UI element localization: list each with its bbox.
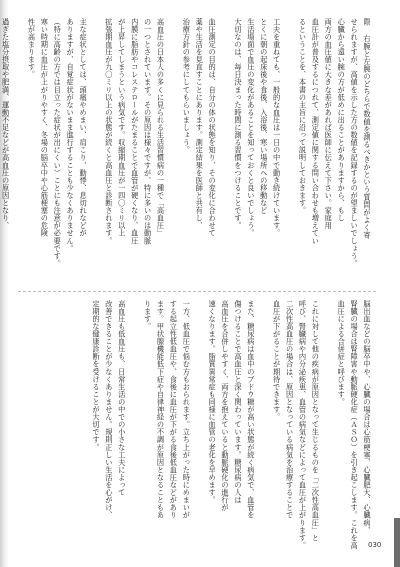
- upper-text-block: 際 右腕と左腕のどちらで数値を測るべきかという質問がよく寄 せられますが、高値を示した方の数値を記録するのが望ましいでしょう。 心臓から遠い腕の方が低めに出ることがありますから、もし 両方の血圧値に大きな差があれば医師に伝えて下さい。家庭用 血圧計が普及するにつれて、測定値に関する問い合わせも増えてい るということを、本書の主旨に沿って説明しておきます。 工夫を重ねても、一般的な血圧は一日の中で動き続けています。 とくに朝の起床後や食後、入浴後、寒い場所への移動など 生活場面で血圧の変化があることを知っておくと良いでしょう。 大切なのは、毎日決まった時間に測る習慣をつけることです。 血圧測定の目的は、自分の体の状態を知り、その変化に合わせて 薬や生活を見直すことにあります。測定結果を医師と共有し、 治療方針の参考にしてもらいましょう。 高血圧の日本人の多くに見られる生活習慣病の一種で「高血圧」 の一つとされています。その原因は様々ですが、特に多いのは動脈 内膜に脂肪やコレステロールがたまることで血管が硬くなり、血圧 が上昇してしまうという病気です。収縮期血圧が一四〇ミリ以上 拡張期血圧が九〇ミリ以上の状態が続くと高血圧と診断されます。 主な症状としては、頭痛やめまい、肩こり、動悸、息切れなどが ありますが、自覚症状がないまま進行することも少なくありません。 （特に高齢の方では目立った症状が出にくい）ことにも注意が必要です。 寒い時期に血圧が上がりやすく、冬場の脳卒中や心筋梗塞の危険 性が高まります。 過ぎた塩分摂取や肥満、運動不足などが高血圧の原因となり、: [1, 18, 372, 268]
- section-divider: [18, 291, 376, 292]
- lower-text-block: 脳出血などの脳卒中や、心臓の場合は心筋梗塞、心臓肥大、心臓病、 腎臓の場合は腎障害や動脈硬化症（ＡＳＯ）を引き起こします。これを高 血圧による合併症と呼びます。 これに対して他の疾病が原因となって生じるものを「二次性高血圧」と 呼び、腎臓病や内分泌疾患、血管の病気などによって血圧が上がります。 二次性高血圧の場合は、原因となっている病気を治療することで 血圧が下がることが期待できます。 また、糖尿病は血中のブドウ糖が高い状態が続く病気で、血管を 傷つけることで高血圧と深く関わっています。糖尿病の人は 高血圧を合併しやすく、両方を抱えていると動脈硬化の進行が 速くなります。脂質異常症も同様に血管の老化を早めます。 一方、低血圧で悩む方もおられます。立ち上がった時にめまいが する起立性低血圧や、食後に血圧が下がる食後低血圧などがあり ます。甲状腺機能低下症や自律神経の不調が原因となることもあ ります。 高血圧も低血圧も、日常生活の中での小さな工夫によって 改善できることが少なくありません。規則正しい生活を心がけ、 定期的な健康診断を受けることが大切です。: [91, 300, 372, 550]
- page-number: 030: [368, 541, 382, 549]
- page-edge-tab: [394, 518, 400, 567]
